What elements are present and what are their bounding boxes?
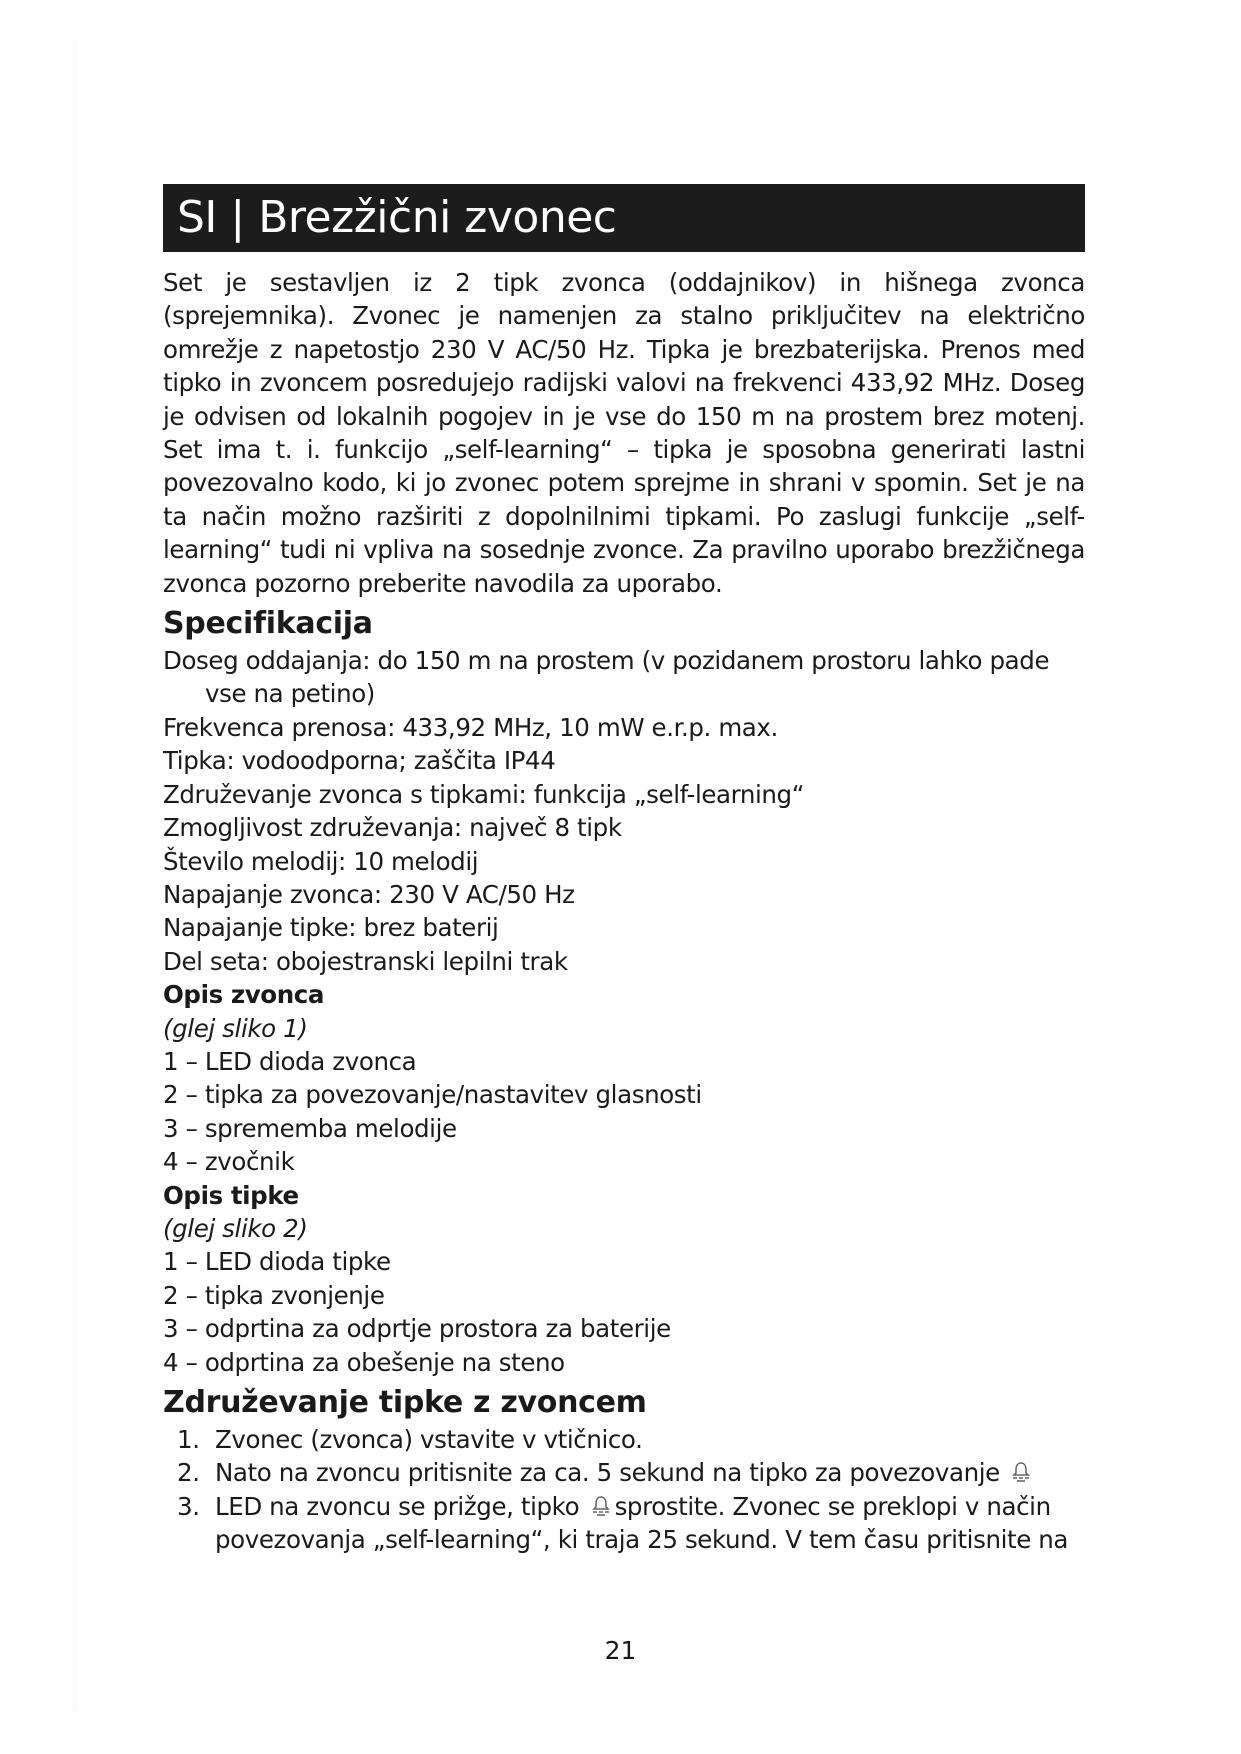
list-item: 3 – sprememba melodije [163, 1113, 457, 1143]
spec-item: Frekvenca prenosa: 433,92 MHz, 10 mW e.r.p. max. [163, 712, 778, 742]
intro-paragraph: Set je sestavljen iz 2 tipk zvonca (oddajnikov) in hišnega zvonca (sprejemnika). Zvonec je namenjen za stalno priključitev na električno omrežje z napetostjo 230 V AC/50 Hz. Tipka je brezbaterijska. Prenos med tipko in zvoncem posredujejo radijski valovi na frekvenci 433,92 MHz. Doseg je odvisen od lokalnih pogojev in je vse do 150 m na prostem brez motenj. Set ima t. i. funkcijo „self-learning“ – tipka je sposobna generirati lastni povezovalno kodo, ki jo zvonec potem sprejme in shrani v spomin. Set je na ta način možno razširiti z dopolnilnimi tipkami. Po zaslugi funkcije „self-learning“ tudi ni vpliva na sosednje zvonce. Za pravilno uporabo brezžičnega zvonca pozorno preberite navodila za uporabo. [163, 268, 1085, 598]
bell-pair-icon [1009, 1460, 1033, 1484]
step-text: Nato na zvoncu pritisnite za ca. 5 sekund na tipko za povezovanje [215, 1458, 1000, 1488]
list-item: 4 – zvočnik [163, 1147, 295, 1177]
list-item: 3 – odprtina za odprtje prostora za baterije [163, 1314, 671, 1344]
pairing-heading: Združevanje tipke z zvoncem [163, 1385, 647, 1420]
step-text: LED na zvoncu se prižge, tipko [215, 1491, 580, 1521]
pairing-step [163, 1423, 1085, 1456]
spec-item: Napajanje zvonca: 230 V AC/50 Hz [163, 879, 575, 909]
spec-item: Tipka: vodoodporna; zaščita IP44 [163, 746, 556, 776]
bell-pair-icon [589, 1494, 613, 1518]
spec-list [163, 644, 1085, 978]
button-description-heading: Opis tipke [163, 1180, 299, 1210]
step-number: 2. [177, 1458, 200, 1488]
bell-description-heading: Opis zvonca [163, 980, 325, 1010]
spec-item: Doseg oddajanja: do 150 m na prostem (v pozidanem prostoru lahko pade vse na petino) [163, 646, 1050, 709]
list-item: 1 – LED dioda zvonca [163, 1046, 417, 1076]
bell-parts-list [163, 1045, 1085, 1179]
bell-figure-reference: (glej sliko 1) [163, 1013, 308, 1043]
spec-item: Število melodij: 10 melodij [163, 846, 479, 876]
spec-item: Del seta: obojestranski lepilni trak [163, 946, 568, 976]
spec-item: Napajanje tipke: brez baterij [163, 913, 499, 943]
button-figure-reference: (glej sliko 2) [163, 1213, 308, 1243]
pairing-steps [163, 1423, 1085, 1557]
step-text: Zvonec (zvonca) vstavite v vtičnico. [215, 1425, 643, 1454]
page-number: 21 [604, 1636, 637, 1665]
title-bar [163, 184, 1085, 252]
document-body [163, 266, 1085, 1557]
step-text-continued: sprostite. Zvonec se preklopi v način povezovanja „self-learning“, ki traja 25 sekund. V tem času pritisnite na [215, 1491, 1068, 1555]
list-item: 2 – tipka za povezovanje/nastavitev glasnosti [163, 1080, 702, 1110]
step-number: 3. [177, 1491, 200, 1521]
spec-heading: Specifikacija [163, 606, 373, 642]
button-parts-list [163, 1245, 1085, 1379]
pairing-step [163, 1456, 1085, 1489]
page-title: SI | Brezžični zvonec [177, 192, 617, 243]
pairing-step [163, 1490, 1085, 1557]
step-number: 1. [177, 1425, 200, 1454]
list-item: 4 – odprtina za obešenje na steno [163, 1347, 565, 1377]
spec-item: Zmogljivost združevanja: največ 8 tipk [163, 813, 622, 843]
list-item: 1 – LED dioda tipke [163, 1247, 391, 1277]
list-item: 2 – tipka zvonjenje [163, 1280, 385, 1310]
spec-item: Združevanje zvonca s tipkami: funkcija „self-learning“ [163, 779, 804, 809]
